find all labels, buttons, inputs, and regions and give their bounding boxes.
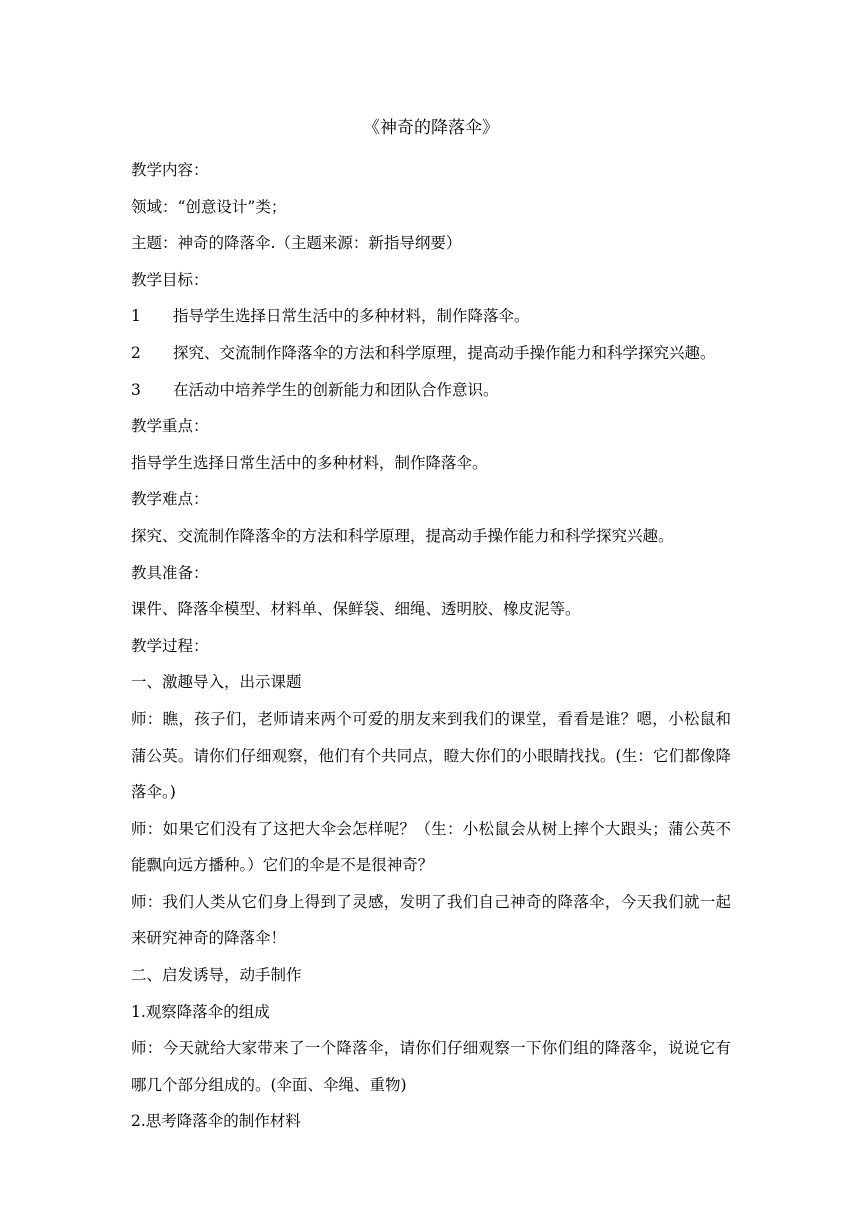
section-heading-1: 一、激趣导入，出示课题	[131, 673, 302, 692]
heading-materials: 教具准备：	[131, 563, 209, 582]
document-body	[131, 115, 731, 1140]
objective-number: 1	[131, 307, 141, 326]
dialogue-paragraph-4: 师：今天就给大家带来了一个降落伞，请你们仔细观察一下你们组的降落伞，说说它有哪几个部分组成的。(伞面、伞绳、重物)	[131, 1039, 731, 1094]
objective-item-2	[131, 335, 731, 372]
heading-difficulties: 教学难点：	[131, 490, 209, 509]
text-topic: 主题：神奇的降落伞.（主题来源：新指导纲要）	[131, 234, 462, 253]
heading-content: 教学内容：	[131, 161, 209, 179]
text-domain: 领域：“创意设计”类；	[131, 197, 287, 216]
heading-process: 教学过程：	[131, 636, 209, 655]
objective-text: 探究、交流制作降落伞的方法和科学原理，提高动手操作能力和科学探究兴趣。	[173, 343, 716, 362]
dialogue-paragraph-1: 师：瞧，孩子们，老师请来两个可爱的朋友来到我们的课堂，看看是谁？嗯，小松鼠和蒲公英。请你们仔细观察，他们有个共同点，瞪大你们的小眼睛找找。(生：它们都像降落伞。)	[131, 709, 731, 802]
subsection-heading-2: 2.思考降落伞的制作材料	[131, 1112, 301, 1131]
objective-text: 指导学生选择日常生活中的多种材料，制作降落伞。	[173, 307, 530, 326]
objective-item-3	[131, 372, 731, 409]
dialogue-paragraph-2: 师：如果它们没有了这把大伞会怎样呢？（生：小松鼠会从树上摔个大跟头；蒲公英不能飘向远方播种。）它们的伞是不是很神奇？	[131, 819, 731, 875]
heading-objectives: 教学目标：	[131, 270, 209, 289]
text-key-points: 指导学生选择日常生活中的多种材料，制作降落伞。	[131, 453, 488, 472]
dialogue-paragraph-3: 师：我们人类从它们身上得到了灵感，发明了我们自己神奇的降落伞，今天我们就一起来研究神奇的降落伞！	[131, 892, 731, 948]
subsection-heading-1: 1.观察降落伞的组成	[131, 1002, 270, 1021]
section-heading-2: 二、启发诱导，动手制作	[131, 966, 302, 985]
objective-number: 2	[131, 343, 141, 362]
objective-text: 在活动中培养学生的创新能力和团队合作意识。	[173, 380, 499, 399]
text-materials: 课件、降落伞模型、材料单、保鲜袋、细绳、透明胶、橡皮泥等。	[131, 600, 581, 619]
objective-number: 3	[131, 380, 141, 399]
document-title: 《神奇的降落伞》	[363, 118, 499, 138]
text-difficulties: 探究、交流制作降落伞的方法和科学原理，提高动手操作能力和科学探究兴趣。	[131, 526, 674, 545]
objective-item-1	[131, 298, 731, 335]
heading-key-points: 教学重点：	[131, 417, 209, 436]
